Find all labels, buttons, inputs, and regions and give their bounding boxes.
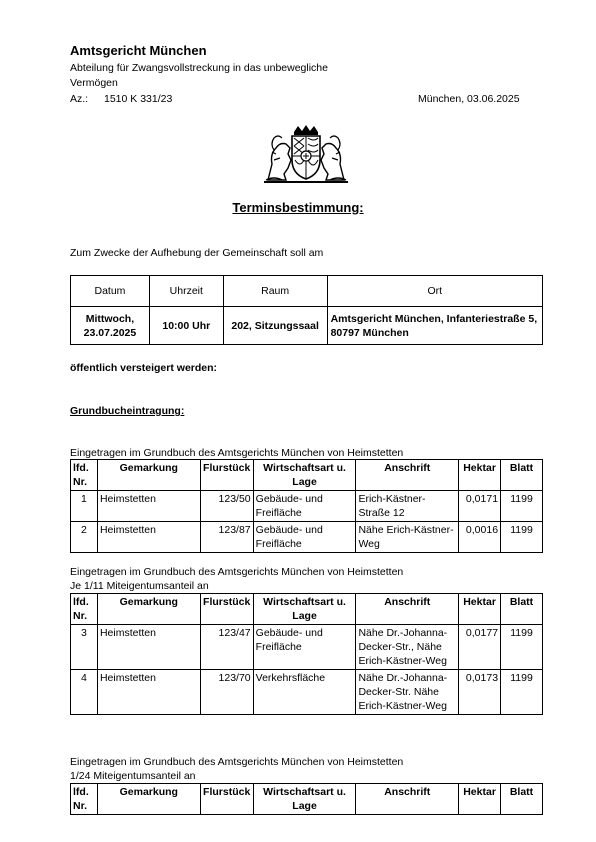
- col-gemarkung: Gemarkung: [97, 784, 200, 815]
- col-art: Wirtschaftsart u. Lage: [253, 784, 356, 815]
- col-flurstueck: Flurstück: [200, 594, 253, 625]
- cell-anschrift: Nähe Dr.-Johanna-Decker-Str., Nähe Erich-Kästner-Weg: [356, 625, 459, 670]
- land-register-table: [70, 593, 543, 715]
- header-place: Ort: [327, 276, 542, 307]
- table-row: [71, 625, 543, 670]
- block-caption: Eingetragen im Grundbuch des Amtsgerichts München von Heimstetten: [70, 566, 404, 578]
- land-register-heading: Grundbucheintragung:: [70, 405, 185, 417]
- col-hektar: Hektar: [459, 594, 501, 625]
- cell-blatt: 1199: [501, 491, 543, 522]
- land-register-table: [70, 783, 543, 815]
- block-caption: Eingetragen im Grundbuch des Amtsgerichts München von Heimstetten: [70, 447, 404, 459]
- col-nr: lfd. Nr.: [71, 784, 98, 815]
- cell-nr: 2: [71, 522, 98, 553]
- cell-blatt: 1199: [501, 625, 543, 670]
- document-title: Terminsbestimmung:: [232, 200, 364, 215]
- cell-nr: 1: [71, 491, 98, 522]
- cell-anschrift: Erich-Kästner-Straße 12: [356, 491, 459, 522]
- col-hektar: Hektar: [459, 460, 501, 491]
- land-register-table: [70, 459, 543, 553]
- cell-anschrift: Nähe Erich-Kästner-Weg: [356, 522, 459, 553]
- cell-art: Gebäude- und Freifläche: [253, 522, 356, 553]
- col-gemarkung: Gemarkung: [97, 460, 200, 491]
- appointment-date: Mittwoch, 23.07.2025: [71, 307, 150, 345]
- block-subcaption: Je 1/11 Miteigentumsanteil an: [70, 580, 209, 592]
- col-anschrift: Anschrift: [356, 460, 459, 491]
- col-gemarkung: Gemarkung: [97, 594, 200, 625]
- col-nr: lfd. Nr.: [71, 460, 98, 491]
- appointment-table: [70, 275, 543, 345]
- col-anschrift: Anschrift: [356, 784, 459, 815]
- place-and-date: München, 03.06.2025: [418, 93, 520, 105]
- col-art: Wirtschaftsart u. Lage: [253, 460, 356, 491]
- cell-flurstueck: 123/70: [200, 670, 253, 715]
- col-art: Wirtschaftsart u. Lage: [253, 594, 356, 625]
- block-subcaption: 1/24 Miteigentumsanteil an: [70, 770, 196, 782]
- court-name: Amtsgericht München: [70, 43, 207, 58]
- header-date: Datum: [71, 276, 150, 307]
- cell-flurstueck: 123/50: [200, 491, 253, 522]
- appointment-time: 10:00 Uhr: [149, 307, 223, 345]
- cell-flurstueck: 123/87: [200, 522, 253, 553]
- appointment-place: Amtsgericht München, Infanteriestraße 5, 80797 München: [327, 307, 542, 345]
- col-anschrift: Anschrift: [356, 594, 459, 625]
- cell-hektar: 0,0177: [459, 625, 501, 670]
- cell-hektar: 0,0171: [459, 491, 501, 522]
- header-time: Uhrzeit: [149, 276, 223, 307]
- coat-of-arms-icon: [262, 124, 350, 184]
- cell-blatt: 1199: [501, 522, 543, 553]
- table-row: [71, 670, 543, 715]
- file-number-label: Az.:: [70, 93, 89, 105]
- col-blatt: Blatt: [501, 784, 543, 815]
- col-flurstueck: Flurstück: [200, 460, 253, 491]
- cell-anschrift: Nähe Dr.-Johanna-Decker-Str. Nähe Erich-Kästner-Weg: [356, 670, 459, 715]
- table-row: [71, 522, 543, 553]
- cell-art: Gebäude- und Freifläche: [253, 625, 356, 670]
- auction-text: öffentlich versteigert werden:: [70, 362, 218, 374]
- cell-hektar: 0,0173: [459, 670, 501, 715]
- file-number: 1510 K 331/23: [104, 93, 173, 105]
- col-flurstueck: Flurstück: [200, 784, 253, 815]
- cell-art: Verkehrsfläche: [253, 670, 356, 715]
- cell-gemarkung: Heimstetten: [97, 522, 200, 553]
- cell-flurstueck: 123/47: [200, 625, 253, 670]
- intro-text: Zum Zwecke der Aufhebung der Gemeinschaft soll am: [70, 247, 324, 259]
- cell-nr: 4: [71, 670, 98, 715]
- col-blatt: Blatt: [501, 594, 543, 625]
- col-blatt: Blatt: [501, 460, 543, 491]
- cell-art: Gebäude- und Freifläche: [253, 491, 356, 522]
- col-nr: lfd. Nr.: [71, 594, 98, 625]
- block-caption: Eingetragen im Grundbuch des Amtsgerichts München von Heimstetten: [70, 756, 404, 768]
- appointment-room: 202, Sitzungssaal: [223, 307, 327, 345]
- cell-gemarkung: Heimstetten: [97, 491, 200, 522]
- header-room: Raum: [223, 276, 327, 307]
- cell-hektar: 0,0016: [459, 522, 501, 553]
- col-hektar: Hektar: [459, 784, 501, 815]
- cell-nr: 3: [71, 625, 98, 670]
- cell-gemarkung: Heimstetten: [97, 625, 200, 670]
- court-department: Abteilung für Zwangsvollstreckung in das unbewegliche Vermögen: [70, 62, 328, 89]
- cell-blatt: 1199: [501, 670, 543, 715]
- table-row: [71, 491, 543, 522]
- cell-gemarkung: Heimstetten: [97, 670, 200, 715]
